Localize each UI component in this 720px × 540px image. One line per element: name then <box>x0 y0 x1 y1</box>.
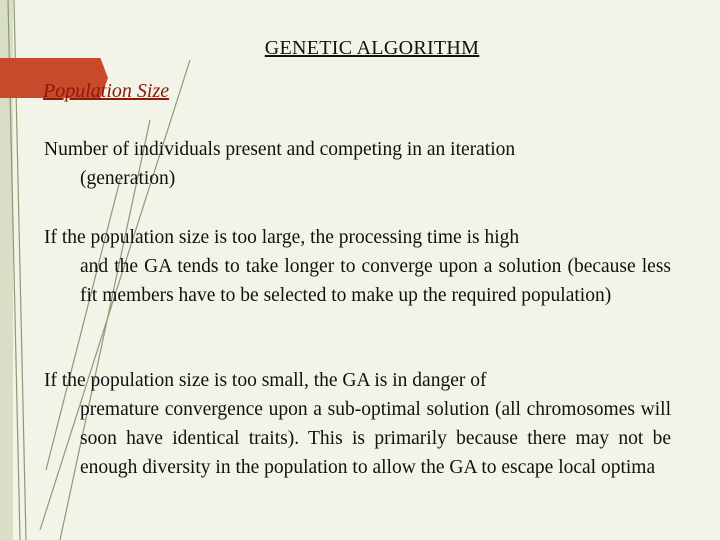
paragraph-population-definition <box>44 135 671 193</box>
paragraph-too-large <box>44 223 671 310</box>
paragraph-first-line: If the population size is too small, the GA is in danger of <box>44 370 487 391</box>
paragraph-continuation: premature convergence upon a sub-optimal solution (all chromosomes will soon have identical traits). This is primarily because there may not be enough diversity in the population to allow the GA to escape local optima <box>80 399 671 478</box>
paragraph-first-line: Number of individuals present and competing in an iteration <box>44 139 516 160</box>
paragraph-first-line: If the population size is too large, the processing time is high <box>44 227 520 248</box>
paragraph-too-small <box>44 366 671 482</box>
slide-title: GENETIC ALGORITHM <box>264 37 480 59</box>
paragraph-continuation: and the GA tends to take longer to converge upon a solution (because less fit members have to be selected to make up the required population) <box>80 256 671 306</box>
paragraph-continuation: (generation) <box>80 168 176 189</box>
slide-subtitle: Population Size <box>43 80 170 102</box>
